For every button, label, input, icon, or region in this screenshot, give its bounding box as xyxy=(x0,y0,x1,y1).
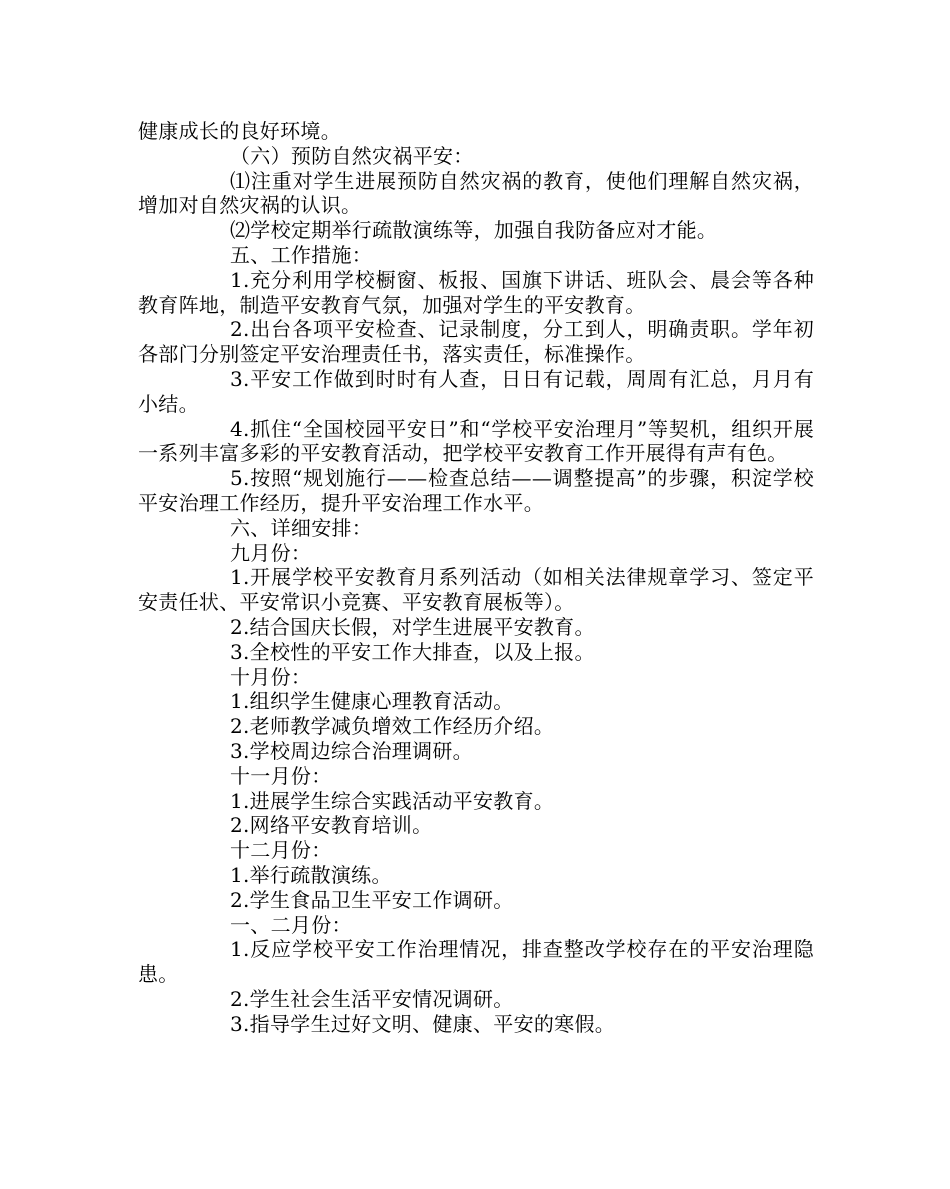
list-item: 3.全校性的平安工作大排查，以及上报。 xyxy=(230,639,595,664)
paragraph: 健康成长的良好环境。 xyxy=(138,119,341,143)
paragraph: 3.平安工作做到时时有人查，日日有记载，周周有汇总，月月有小结。 xyxy=(138,366,814,416)
list-item: 2.学生社会生活平安情况调研。 xyxy=(230,986,514,1011)
month-heading: 九月份： xyxy=(230,540,312,565)
section-heading: 六、详细安排： xyxy=(230,515,373,540)
paragraph: ⑴注重对学生进展预防自然灾祸的教育，使他们理解自然灾祸，增加对自然灾祸的认识。 xyxy=(138,168,814,218)
list-item: 1.反应学校平安工作治理情况，排查整改学校存在的平安治理隐患。 xyxy=(138,937,814,987)
list-item: 2.学生食品卫生平安工作调研。 xyxy=(230,887,514,912)
month-heading: 十二月份： xyxy=(230,838,332,863)
paragraph: 4.抓住“全国校园平安日”和“学校平安治理月”等契机，组织开展一系列丰富多彩的平安教育活动，把学校平安教育工作开展得有声有色。 xyxy=(138,416,814,466)
document-body xyxy=(138,119,814,1036)
paragraph: 1.充分利用学校橱窗、板报、国旗下讲话、班队会、晨会等各种教育阵地，制造平安教育气氛，加强对学生的平安教育。 xyxy=(138,267,814,317)
list-item: 1.开展学校平安教育月系列活动（如相关法律规章学习、签定平安责任状、平安常识小竞赛、平安教育展板等）。 xyxy=(138,565,814,615)
list-item: 2.结合国庆长假，对学生进展平安教育。 xyxy=(230,614,595,639)
paragraph: 2.出台各项平安检查、记录制度，分工到人，明确责职。学年初各部门分别签定平安治理责任书，落实责任，标准操作。 xyxy=(138,317,814,367)
list-item: 1.组织学生健康心理教育活动。 xyxy=(230,689,514,714)
month-heading: 十一月份： xyxy=(230,763,332,788)
paragraph: ⑵学校定期举行疏散演练等，加强自我防备应对才能。 xyxy=(230,218,718,243)
list-item: 1.举行疏散演练。 xyxy=(230,862,392,887)
paragraph: 5.按照“规划施行——检查总结——调整提高”的步骤，积淀学校平安治理工作经历，提升平安治理工作水平。 xyxy=(138,466,814,515)
section-heading: 五、工作措施： xyxy=(230,242,373,267)
list-item: 1.进展学生综合实践活动平安教育。 xyxy=(230,788,555,813)
section-heading: （六）预防自然灾祸平安： xyxy=(230,143,474,168)
list-item: 2.网络平安教育培训。 xyxy=(230,813,433,838)
month-heading: 十月份： xyxy=(230,664,312,689)
month-heading: 一、二月份： xyxy=(230,912,352,937)
list-item: 3.学校周边综合治理调研。 xyxy=(230,738,473,763)
list-item: 2.老师教学减负增效工作经历介绍。 xyxy=(230,714,555,739)
list-item: 3.指导学生过好文明、健康、平安的寒假。 xyxy=(230,1011,616,1036)
